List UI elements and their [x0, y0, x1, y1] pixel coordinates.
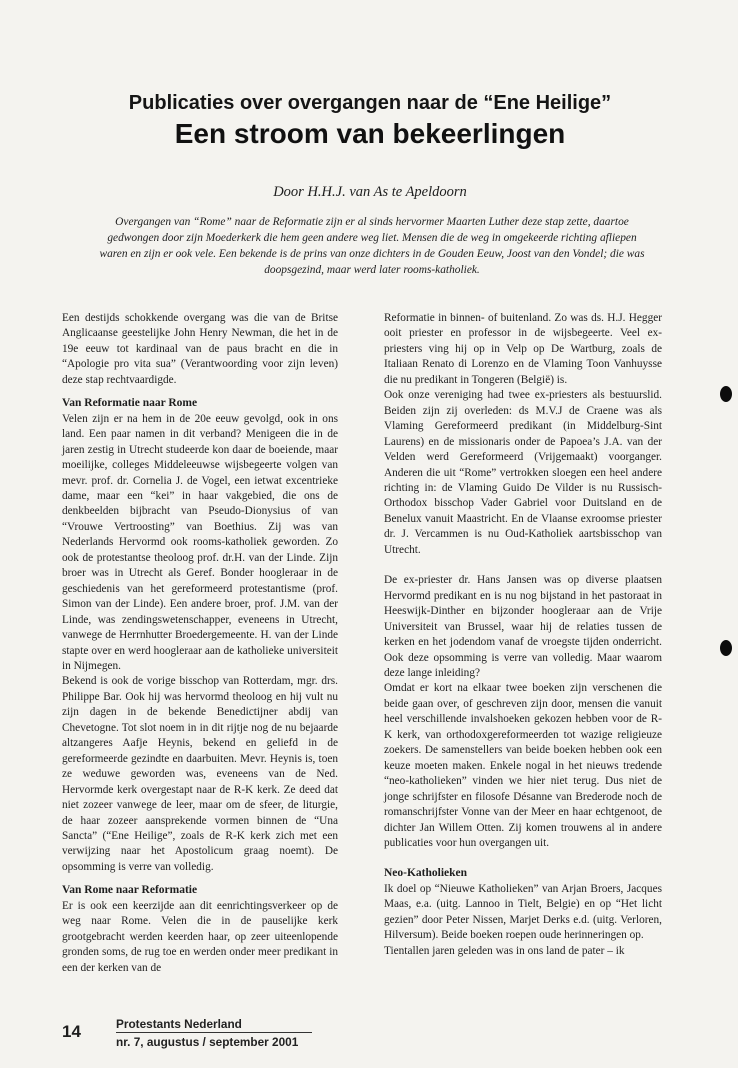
paragraph: Velen zijn er na hem in de 20e eeuw gevolgd, ook in ons land. Een paar namen in dit verband? Menigeen die in de jaren zestig in Utrecht studeerde kon daar de boeiende, maar moeilijke, colleges Middeleeuwse wijsbegeerte volgen van mevr. prof. dr. Cornelia J. de Vogel, een ietwat excentrieke dame, maar een “kei” in haar vakgebied, die ons de denkbeelden bijbracht van Pseudo-Dionysius of van “Vrouwe Vertroosting” van Boethius. Zij was van Nederlands Hervormd ook rooms-katholiek geworden. Zo ook de protestantse theoloog prof. dr.H. van der Linde. Zijn broer was in Utrecht als Geref. Bonder hoogleraar in de geschiedenis van het gereformeerd protestantisme (prof. Simon van der Linde). Een andere broer, prof. J.M. van der Linde, was zendingswetenschapper, eveneens in Utrecht, vanwege de Herrnhutter Broedergemeente. H. van der Linde stapte over en werd hoogleraar aan de katholieke universiteit in Nijmegen. [62, 412, 338, 672]
paragraph: Ook onze vereniging had twee ex-priesters als bestuurslid. Beiden zijn zij overleden: ds M.V.J de Craene was als Vlaming Gereformeerd predikant (in Middelburg-Sint Laurens) en de missionaris onder de Papoea’s J.A. van der Velden werd Gereformeerd (Vrijgemaakt) voorganger. Anderen die uit “Rome” vertrokken sloegen een heel andere richting in: de Vlaming Guido De Vilder is nu Russisch-Orthodox bisschop Vader Gabriel voor Duitsland en de Benelux vanuit Maastricht. En de Vlaanse exroomse priester dr. J. Vercammen is nu Oud-Katholiek aartsbisschop van Utrecht. [384, 389, 662, 556]
footer-rule [116, 1032, 312, 1033]
paragraph: Omdat er kort na elkaar twee boeken zijn verschenen die beide gaan over, of geschreven zijn door, mensen die vanuit heel verschillende invalshoeken gekozen hebben voor de R-K kerk, van orthodoxgereformeerden tot wazige religieuze zoekers. De samenstellers van beide boeken hebben ook een keuze moeten maken. Enkele nogal in het nieuws tredende “neo-katholieken” vinden we hier niet terug. Dus niet de jonge schrijfster en filosofe Désanne van Brederode noch de romanschrijfster Vonne van der Meer en haar echtgenoot, de dichter Jan Willem Otten. Zij komen trouwens al in andere publicaties voor hun overgangen uit. [384, 682, 662, 849]
article-kicker: Publicaties over overgangen naar de “Ene Heilige” [128, 92, 612, 114]
binder-hole-mark [720, 386, 732, 402]
article-title: Een stroom van bekeerlingen [174, 118, 566, 149]
footer-masthead [116, 1017, 312, 1049]
paragraph: Er is ook een keerzijde aan dit eenrichtingsverkeer op de weg naar Rome. Velen die in de pauselijke kerk grootgebracht werden keerden haar, op zeer uiteenlopende gronden soms, de rug toe en werden onder meer predikant in een der kerken van de [62, 899, 338, 974]
paragraph: Een destijds schokkende overgang was die van de Britse Anglicaanse geestelijke John Henry Newman, die het in de 19e eeuw tot kardinaal van de paus bracht en die in “Apologie pro vita sua” (Verantwoording voor zijn leven) deze stap rechtvaardigde. [62, 312, 338, 386]
paragraph: De ex-priester dr. Hans Jansen was op diverse plaatsen Hervormd predikant en is nu nog bijstand in het pastoraat in Heeswijk-Dinther en bijzonder hoogleraar aan de Vrije Universiteit van Brussel, waar hij de relaties tussen de kerken en het jodendom vanaf de vroegste tijden onderricht. Ook deze opsomming is verre van volledig. Maar waarom deze lange inleiding? [384, 574, 662, 679]
paragraph: Reformatie in binnen- of buitenland. Zo was ds. H.J. Hegger ooit priester en professor in de wijsbegeerte. Veel ex-priesters ving hij op in Velp op De Wartburg, zoals de Italiaan Renato di Lorenzo en de Vlaming Toon Vanhuysse die nu predikant in Tongeren (België) is. [384, 312, 662, 386]
article-intro: Overgangen van “Rome” naar de Reformatie zijn er al sinds hervormer Maarten Luther deze stap zette, daartoe gedwongen door zijn Moederkerk die hem geen andere weg liet. Mensen die de weg in omgekeerde richting afliepen waren en zijn er ook vele. Een bekende is de prins van onze dichters in de Gouden Eeuw, Joost van den Vondel; die was doopsgezind, maar werd later rooms-katholiek. [99, 216, 645, 276]
paragraph: Tientallen jaren geleden was in ons land de pater – ik [384, 944, 625, 957]
article-byline: Door H.H.J. van As te Apeldoorn [273, 184, 467, 200]
paragraph: Ik doel op “Nieuwe Katholieken” van Arjan Broers, Jacques Maas, e.a. (uitg. Lannoo in Tielt, Belgie) en op “Het licht gezien” door Peter Nissen, Marjet Derks e.d. (uitg. Verloren, Hilversum). Beide boeken roepen oude herinneringen op. [384, 882, 662, 942]
issue-info: nr. 7, augustus / september 2001 [116, 1035, 299, 1049]
magazine-name: Protestants Nederland [116, 1017, 242, 1031]
section-heading: Neo-Katholieken [384, 867, 468, 880]
paragraph: Bekend is ook de vorige bisschop van Rotterdam, mgr. drs. Philippe Bar. Ook hij was hervormd theoloog en hij vult nu zijn dagen in de bekende Benedictijner abdij van Chevetogne. Tot slot noem in in dit rijtje nog de nu bejaarde altzangeres Aafje Heynis, bekend en geliefd in de gereformeerde gezindte en daarbuiten. Mevr. Heynis is, toen ze weduwe geworden was, eveneens van de Ned. Hervormde kerk overgestapt naar de R-K kerk. Ze deed dat niet zozeer vanwege de leer, maar om de sfeer, de liturgie, de haar zozeer aansprekende vormen binnen de “Una Sancta” (“Ene Heilige”, zoals de R-K kerk zich met een verwijzing naar het Apostolicum graag noemt). De opsomming is verre van volledig. [62, 675, 338, 873]
section-heading: Van Rome naar Reformatie [62, 884, 198, 897]
section-heading: Van Reformatie naar Rome [62, 397, 198, 410]
page-number: 14 [62, 1022, 81, 1041]
binder-hole-mark [720, 640, 732, 656]
left-column [62, 311, 338, 976]
right-column [384, 311, 662, 959]
